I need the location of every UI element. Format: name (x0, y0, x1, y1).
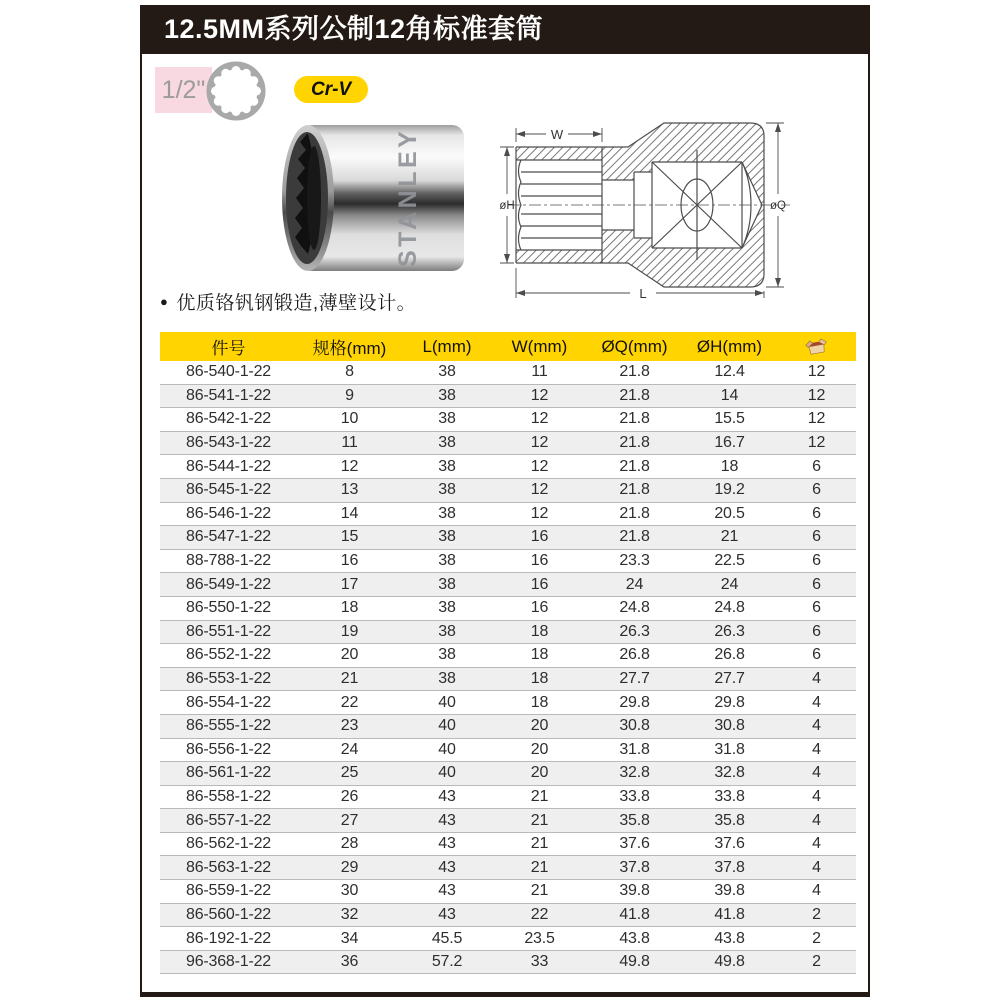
dim-label-oh: øH (499, 200, 515, 212)
width-cell: 20 (492, 738, 587, 762)
oh-cell: 27.7 (682, 667, 777, 691)
size-cell: 18 (297, 596, 402, 620)
oq-cell: 21.8 (587, 361, 682, 384)
length-cell: 40 (402, 762, 492, 786)
part-number-cell: 86-559-1-22 (160, 880, 297, 904)
width-cell: 12 (492, 431, 587, 455)
width-cell: 22 (492, 903, 587, 927)
size-cell: 20 (297, 644, 402, 668)
oh-cell: 30.8 (682, 714, 777, 738)
table-row (160, 856, 856, 880)
oq-cell: 32.8 (587, 762, 682, 786)
spec-table-body (160, 361, 856, 974)
pack-qty-cell: 4 (777, 667, 856, 691)
part-number-cell: 86-541-1-22 (160, 384, 297, 408)
carton-box-icon (804, 336, 829, 357)
length-cell: 43 (402, 880, 492, 904)
pack-qty-cell: 4 (777, 832, 856, 856)
oq-cell: 21.8 (587, 408, 682, 432)
header-oq: ØQ(mm) (587, 332, 682, 361)
dim-label-oq: øQ (770, 200, 786, 212)
oh-cell: 43.8 (682, 927, 777, 951)
width-cell: 23.5 (492, 927, 587, 951)
header-oh: ØH(mm) (682, 332, 777, 361)
size-cell: 10 (297, 408, 402, 432)
table-row (160, 431, 856, 455)
part-number-cell: 86-550-1-22 (160, 596, 297, 620)
oq-cell: 39.8 (587, 880, 682, 904)
oq-cell: 26.8 (587, 644, 682, 668)
width-cell: 18 (492, 691, 587, 715)
oh-cell: 49.8 (682, 950, 777, 974)
spec-table (160, 332, 856, 974)
pack-qty-cell: 4 (777, 809, 856, 833)
oh-cell: 15.5 (682, 408, 777, 432)
size-cell: 11 (297, 431, 402, 455)
width-cell: 16 (492, 549, 587, 573)
width-cell: 12 (492, 455, 587, 479)
table-row (160, 361, 856, 384)
oq-cell: 21.8 (587, 526, 682, 550)
oh-cell: 31.8 (682, 738, 777, 762)
part-number-cell: 86-549-1-22 (160, 573, 297, 597)
table-row (160, 644, 856, 668)
drive-size-badge: 1/2" (155, 67, 212, 113)
oh-cell: 22.5 (682, 549, 777, 573)
pack-qty-cell: 12 (777, 384, 856, 408)
table-row (160, 880, 856, 904)
width-cell: 21 (492, 785, 587, 809)
size-cell: 21 (297, 667, 402, 691)
part-number-cell: 86-542-1-22 (160, 408, 297, 432)
oh-cell: 24 (682, 573, 777, 597)
oq-cell: 21.8 (587, 455, 682, 479)
table-row (160, 903, 856, 927)
part-number-cell: 86-553-1-22 (160, 667, 297, 691)
socket-dimension-diagram (494, 110, 800, 303)
size-cell: 30 (297, 880, 402, 904)
size-cell: 27 (297, 809, 402, 833)
table-row (160, 691, 856, 715)
length-cell: 45.5 (402, 927, 492, 951)
pack-qty-cell: 6 (777, 573, 856, 597)
size-cell: 15 (297, 526, 402, 550)
length-cell: 43 (402, 809, 492, 833)
width-cell: 18 (492, 620, 587, 644)
width-cell: 21 (492, 832, 587, 856)
pack-qty-cell: 2 (777, 927, 856, 951)
oq-cell: 49.8 (587, 950, 682, 974)
oh-cell: 35.8 (682, 809, 777, 833)
table-row (160, 667, 856, 691)
oh-cell: 37.6 (682, 832, 777, 856)
part-number-cell: 86-558-1-22 (160, 785, 297, 809)
part-number-cell: 86-545-1-22 (160, 478, 297, 502)
header-width: W(mm) (492, 332, 587, 361)
length-cell: 40 (402, 738, 492, 762)
length-cell: 43 (402, 856, 492, 880)
size-cell: 16 (297, 549, 402, 573)
oh-cell: 26.3 (682, 620, 777, 644)
size-cell: 22 (297, 691, 402, 715)
part-number-cell: 86-192-1-22 (160, 927, 297, 951)
table-row (160, 738, 856, 762)
socket-product-photo (266, 117, 474, 279)
pack-qty-cell: 4 (777, 856, 856, 880)
oh-cell: 29.8 (682, 691, 777, 715)
length-cell: 57.2 (402, 950, 492, 974)
table-row (160, 596, 856, 620)
table-row (160, 785, 856, 809)
length-cell: 43 (402, 785, 492, 809)
width-cell: 11 (492, 361, 587, 384)
table-row (160, 526, 856, 550)
pack-qty-cell: 6 (777, 596, 856, 620)
oq-cell: 26.3 (587, 620, 682, 644)
width-cell: 18 (492, 644, 587, 668)
oq-cell: 37.8 (587, 856, 682, 880)
oq-cell: 41.8 (587, 903, 682, 927)
oq-cell: 24.8 (587, 596, 682, 620)
table-row (160, 620, 856, 644)
oh-cell: 37.8 (682, 856, 777, 880)
length-cell: 38 (402, 549, 492, 573)
oq-cell: 33.8 (587, 785, 682, 809)
oh-cell: 33.8 (682, 785, 777, 809)
length-cell: 38 (402, 502, 492, 526)
width-cell: 18 (492, 667, 587, 691)
width-cell: 33 (492, 950, 587, 974)
part-number-cell: 86-560-1-22 (160, 903, 297, 927)
header-pack-qty (777, 332, 856, 361)
oq-cell: 37.6 (587, 832, 682, 856)
table-row (160, 502, 856, 526)
header-length: L(mm) (402, 332, 492, 361)
size-cell: 14 (297, 502, 402, 526)
oh-cell: 21 (682, 526, 777, 550)
pack-qty-cell: 12 (777, 431, 856, 455)
pack-qty-cell: 2 (777, 950, 856, 974)
length-cell: 43 (402, 903, 492, 927)
width-cell: 21 (492, 880, 587, 904)
width-cell: 12 (492, 384, 587, 408)
size-cell: 8 (297, 361, 402, 384)
pack-qty-cell: 6 (777, 478, 856, 502)
pack-qty-cell: 12 (777, 361, 856, 384)
pack-qty-cell: 4 (777, 785, 856, 809)
feature-text: 优质铬钒钢锻造,薄壁设计。 (176, 293, 417, 314)
part-number-cell: 86-552-1-22 (160, 644, 297, 668)
oq-cell: 29.8 (587, 691, 682, 715)
brand-engraving: STANLEY (394, 127, 422, 267)
table-row (160, 809, 856, 833)
header-part-number: 件号 (160, 332, 297, 361)
size-cell: 24 (297, 738, 402, 762)
length-cell: 38 (402, 526, 492, 550)
oq-cell: 24 (587, 573, 682, 597)
table-row (160, 408, 856, 432)
oh-cell: 41.8 (682, 903, 777, 927)
size-cell: 17 (297, 573, 402, 597)
oh-cell: 14 (682, 384, 777, 408)
part-number-cell: 86-562-1-22 (160, 832, 297, 856)
size-cell: 25 (297, 762, 402, 786)
length-cell: 40 (402, 714, 492, 738)
length-cell: 38 (402, 596, 492, 620)
size-cell: 29 (297, 856, 402, 880)
width-cell: 16 (492, 526, 587, 550)
part-number-cell: 86-556-1-22 (160, 738, 297, 762)
size-cell: 13 (297, 478, 402, 502)
oq-cell: 35.8 (587, 809, 682, 833)
part-number-cell: 88-788-1-22 (160, 549, 297, 573)
pack-qty-cell: 4 (777, 762, 856, 786)
oh-cell: 16.7 (682, 431, 777, 455)
size-cell: 36 (297, 950, 402, 974)
oq-cell: 21.8 (587, 502, 682, 526)
oq-cell: 43.8 (587, 927, 682, 951)
part-number-cell: 86-554-1-22 (160, 691, 297, 715)
width-cell: 16 (492, 573, 587, 597)
table-row (160, 455, 856, 479)
bullet-dot: ● (160, 294, 169, 309)
part-number-cell: 86-544-1-22 (160, 455, 297, 479)
oh-cell: 32.8 (682, 762, 777, 786)
width-cell: 12 (492, 478, 587, 502)
table-row (160, 384, 856, 408)
table-row (160, 714, 856, 738)
table-row (160, 549, 856, 573)
size-cell: 32 (297, 903, 402, 927)
length-cell: 43 (402, 832, 492, 856)
page-title: 12.5MM系列公制12角标准套筒 (142, 5, 868, 54)
length-cell: 38 (402, 408, 492, 432)
catalog-page-frame (140, 5, 870, 997)
spec-table-header (160, 332, 856, 361)
table-row (160, 950, 856, 974)
width-cell: 16 (492, 596, 587, 620)
length-cell: 38 (402, 478, 492, 502)
length-cell: 38 (402, 644, 492, 668)
table-row (160, 478, 856, 502)
size-cell: 28 (297, 832, 402, 856)
oh-cell: 19.2 (682, 478, 777, 502)
oh-cell: 39.8 (682, 880, 777, 904)
oq-cell: 21.8 (587, 384, 682, 408)
pack-qty-cell: 4 (777, 738, 856, 762)
pack-qty-cell: 4 (777, 691, 856, 715)
length-cell: 38 (402, 431, 492, 455)
pack-qty-cell: 6 (777, 502, 856, 526)
pack-qty-cell: 6 (777, 620, 856, 644)
size-cell: 23 (297, 714, 402, 738)
width-cell: 20 (492, 762, 587, 786)
width-cell: 21 (492, 809, 587, 833)
oh-cell: 18 (682, 455, 777, 479)
part-number-cell: 86-561-1-22 (160, 762, 297, 786)
part-number-cell: 96-368-1-22 (160, 950, 297, 974)
table-row (160, 573, 856, 597)
feature-bullet (160, 288, 416, 315)
table-row (160, 762, 856, 786)
table-row (160, 832, 856, 856)
pack-qty-cell: 12 (777, 408, 856, 432)
length-cell: 38 (402, 573, 492, 597)
part-number-cell: 86-547-1-22 (160, 526, 297, 550)
oq-cell: 23.3 (587, 549, 682, 573)
size-cell: 26 (297, 785, 402, 809)
pack-qty-cell: 6 (777, 526, 856, 550)
pack-qty-cell: 6 (777, 644, 856, 668)
oq-cell: 21.8 (587, 478, 682, 502)
length-cell: 38 (402, 361, 492, 384)
length-cell: 38 (402, 455, 492, 479)
size-cell: 9 (297, 384, 402, 408)
table-row (160, 927, 856, 951)
oq-cell: 21.8 (587, 431, 682, 455)
dim-label-w: W (550, 127, 564, 142)
oh-cell: 24.8 (682, 596, 777, 620)
material-badge: Cr-V (294, 76, 368, 103)
pack-qty-cell: 6 (777, 455, 856, 479)
size-cell: 34 (297, 927, 402, 951)
part-number-cell: 86-557-1-22 (160, 809, 297, 833)
width-cell: 12 (492, 408, 587, 432)
part-number-cell: 86-540-1-22 (160, 361, 297, 384)
oq-cell: 30.8 (587, 714, 682, 738)
size-cell: 12 (297, 455, 402, 479)
twelve-point-socket-ring-icon (206, 61, 266, 121)
dim-label-l: L (639, 286, 647, 301)
length-cell: 38 (402, 384, 492, 408)
size-cell: 19 (297, 620, 402, 644)
oh-cell: 12.4 (682, 361, 777, 384)
pack-qty-cell: 6 (777, 549, 856, 573)
part-number-cell: 86-563-1-22 (160, 856, 297, 880)
oq-cell: 31.8 (587, 738, 682, 762)
width-cell: 20 (492, 714, 587, 738)
oh-cell: 20.5 (682, 502, 777, 526)
oh-cell: 26.8 (682, 644, 777, 668)
oq-cell: 27.7 (587, 667, 682, 691)
pack-qty-cell: 2 (777, 903, 856, 927)
part-number-cell: 86-546-1-22 (160, 502, 297, 526)
pack-qty-cell: 4 (777, 714, 856, 738)
header-size: 规格(mm) (297, 332, 402, 361)
length-cell: 38 (402, 667, 492, 691)
width-cell: 21 (492, 856, 587, 880)
part-number-cell: 86-543-1-22 (160, 431, 297, 455)
length-cell: 40 (402, 691, 492, 715)
width-cell: 12 (492, 502, 587, 526)
part-number-cell: 86-551-1-22 (160, 620, 297, 644)
pack-qty-cell: 4 (777, 880, 856, 904)
length-cell: 38 (402, 620, 492, 644)
part-number-cell: 86-555-1-22 (160, 714, 297, 738)
